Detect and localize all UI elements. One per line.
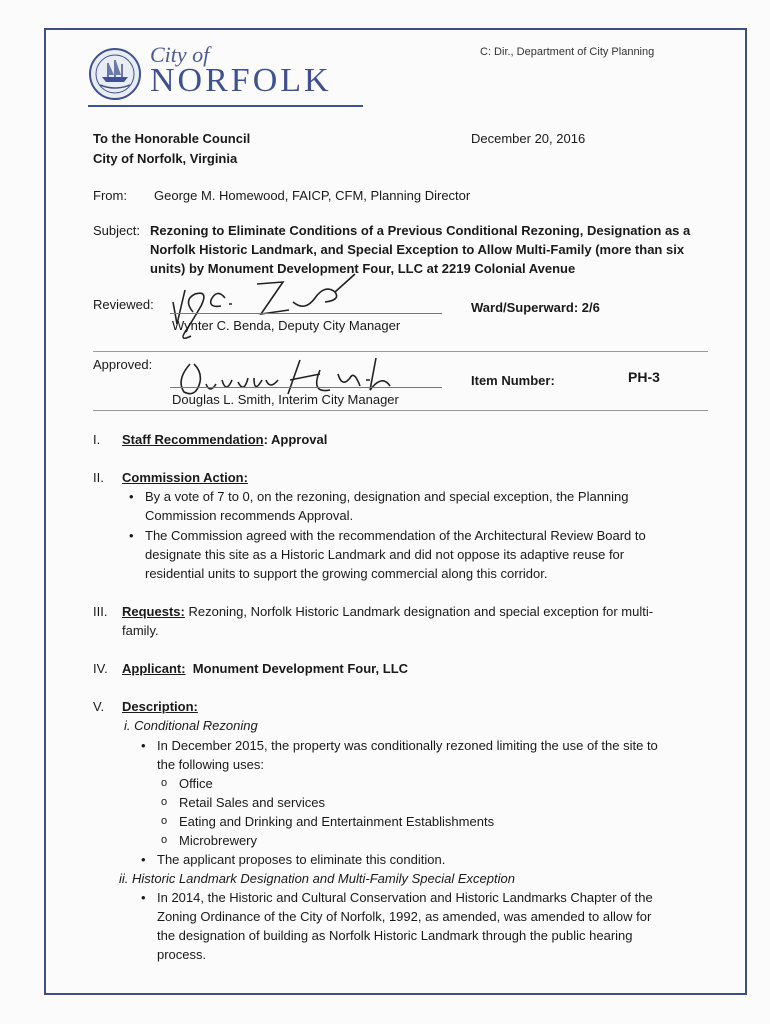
subject-line2: Norfolk Historic Landmark, and Special Exception to Allow Multi-Family (more than six — [150, 242, 685, 257]
memo-date: December 20, 2016 — [471, 131, 586, 146]
city-seal-icon — [88, 47, 142, 101]
reviewer-name: Wynter C. Benda, Deputy City Manager — [172, 318, 401, 333]
list-item: • The applicant proposes to eliminate this condition. — [157, 852, 445, 867]
sub-list-item: o Eating and Drinking and Entertainment Establishments — [179, 814, 494, 829]
section-heading: Commission Action: — [122, 470, 248, 485]
section-heading: Description: — [122, 699, 198, 714]
list-item-cont: the following uses: — [157, 757, 264, 772]
reviewed-label: Reviewed: — [93, 297, 154, 312]
section-text: Rezoning, Norfolk Historic Landmark designation and special exception for multi- — [184, 604, 654, 619]
sub-list-item: o Office — [179, 776, 213, 791]
letterhead-rule — [88, 105, 363, 107]
from-value: George M. Homewood, FAICP, CFM, Planning Director — [154, 188, 471, 203]
section-heading: Requests: — [122, 604, 185, 619]
list-item-cont: designate this site as a Historic Landmark and did not oppose its adaptive reuse for — [145, 547, 625, 562]
letterhead-norfolk: NORFOLK — [150, 62, 332, 99]
subsection-heading: i. Conditional Rezoning — [124, 718, 258, 733]
sub-list-item: o Retail Sales and services — [179, 795, 325, 810]
from-label: From: — [93, 188, 127, 203]
cc-line: C: Dir., Department of City Planning — [480, 46, 655, 58]
section-number: IV. — [93, 661, 108, 676]
section-text: : Approval — [263, 432, 328, 447]
list-item-cont: process. — [157, 947, 207, 962]
ward-superward: Ward/Superward: 2/6 — [471, 300, 600, 315]
item-number-label: Item Number: — [471, 373, 555, 388]
list-item: • The Commission agreed with the recommendation of the Architectural Review Board to — [145, 528, 646, 543]
list-item-cont: residential units to support the growing commercial along this corridor. — [145, 566, 548, 581]
list-item-cont: the designation of building as Norfolk Historic Landmark through the public hearing — [157, 928, 633, 943]
list-item-cont: Zoning Ordinance of the City of Norfolk, 1992, as amended, was amended to allow for — [157, 909, 652, 924]
list-item: • In December 2015, the property was conditionally rezoned limiting the use of the site to — [157, 738, 658, 753]
section-number: III. — [93, 604, 108, 619]
approved-signature-line — [170, 387, 442, 388]
sub-list-item: o Microbrewery — [179, 833, 257, 848]
subject-line3: units) by Monument Development Four, LLC at 2219 Colonial Avenue — [150, 261, 576, 276]
requests-line2: family. — [122, 623, 159, 638]
addressee-line2: City of Norfolk, Virginia — [93, 151, 238, 166]
subject-label: Subject: — [93, 223, 140, 238]
reviewed-signature-line — [170, 313, 442, 314]
staff-recommendation — [122, 432, 327, 447]
applicant-line — [122, 661, 408, 676]
section-text: Monument Development Four, LLC — [192, 661, 409, 676]
section-number: V. — [93, 699, 105, 714]
section-number: I. — [93, 432, 101, 447]
item-number-value: PH-3 — [628, 369, 660, 385]
divider — [93, 410, 708, 411]
list-item: • By a vote of 7 to 0, on the rezoning, designation and special exception, the Planning — [145, 489, 629, 504]
list-item: • In 2014, the Historic and Cultural Conservation and Historic Landmarks Chapter of the — [157, 890, 653, 905]
section-number: II. — [93, 470, 104, 485]
requests-line1 — [122, 604, 653, 619]
letterhead-city-of: City of — [150, 42, 210, 67]
addressee-line1: To the Honorable Council — [93, 131, 251, 146]
subsection-heading: ii. Historic Landmark Designation and Multi-Family Special Exception — [119, 871, 515, 886]
approver-name: Douglas L. Smith, Interim City Manager — [172, 392, 399, 407]
approved-label: Approved: — [93, 357, 153, 372]
section-heading: Applicant: — [122, 661, 186, 676]
list-item-cont: Commission recommends Approval. — [145, 508, 354, 523]
section-heading: Staff Recommendation — [122, 432, 264, 447]
subject-line1: Rezoning to Eliminate Conditions of a Previous Conditional Rezoning, Designation as a — [150, 223, 691, 238]
